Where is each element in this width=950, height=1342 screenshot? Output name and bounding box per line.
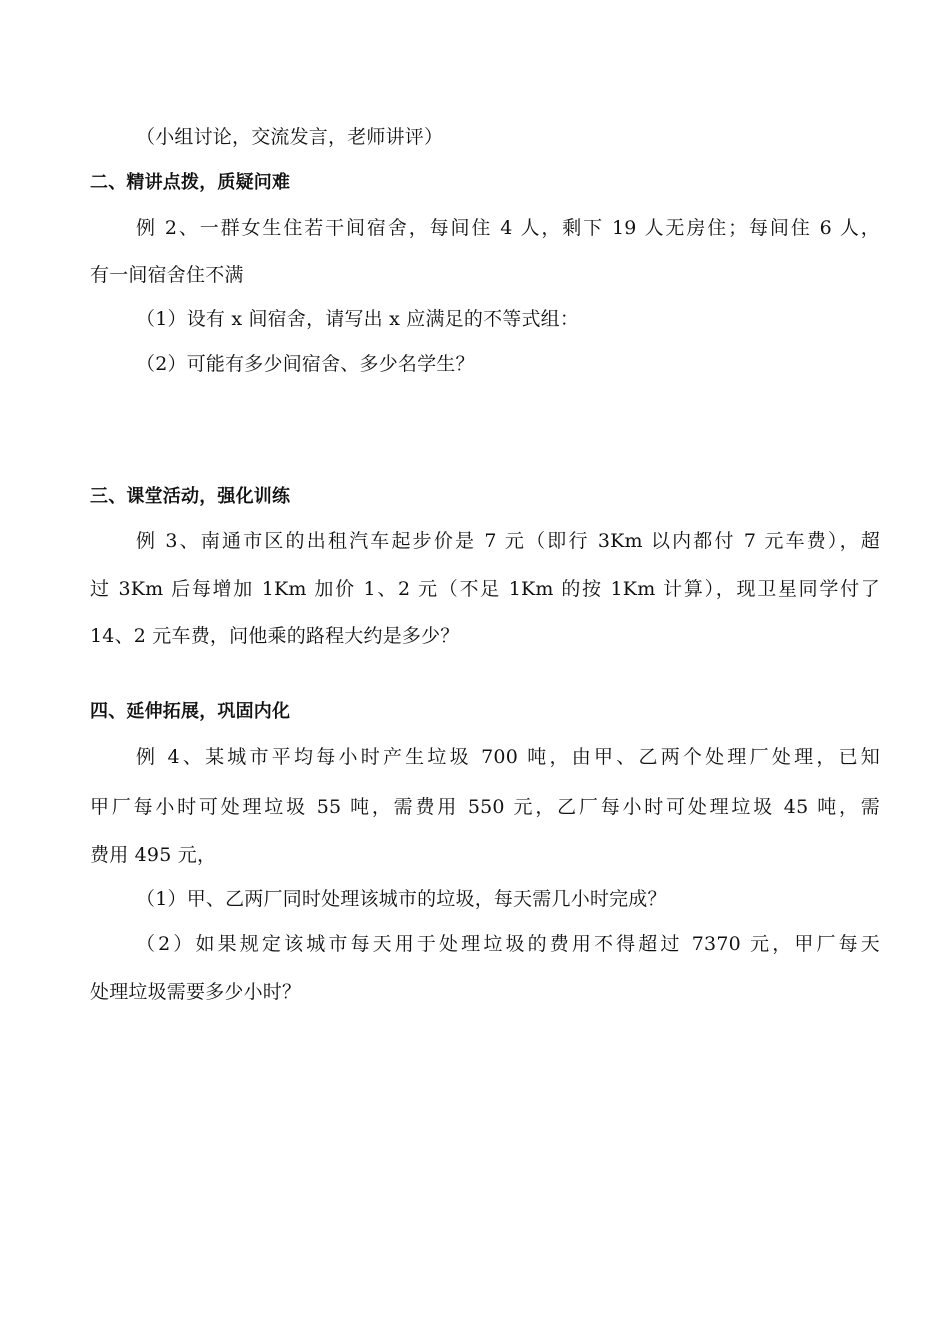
section4-heading: 四、延伸拓展，巩固内化 <box>90 701 291 722</box>
example4-question1: （1）甲、乙两厂同时处理该城市的垃圾，每天需几小时完成？ <box>136 888 667 910</box>
example2-question1: （1）设有 x 间宿舍，请写出 x 应满足的不等式组： <box>136 308 580 330</box>
section2-heading: 二、精讲点拨，质疑问难 <box>90 172 291 193</box>
example3-line1: 例 3、南通市区的出租汽车起步价是 7 元（即行 3Km 以内都付 7 元车费），超 <box>136 530 880 552</box>
example3-line2: 过 3Km 后每增加 1Km 加价 1、2 元（不足 1Km 的按 1Km 计算），现卫星同学付了 <box>90 578 880 600</box>
example3-line3: 14、2 元车费，问他乘的路程大约是多少？ <box>90 625 460 647</box>
example4-question2-line1: （2）如果规定该城市每天用于处理垃圾的费用不得超过 7370 元，甲厂每天 <box>136 933 880 955</box>
example4-line2: 甲厂每小时可处理垃圾 55 吨，需费用 550 元，乙厂每小时可处理垃圾 45 吨，需 <box>90 796 880 818</box>
example2-line1: 例 2、一群女生住若干间宿舍，每间住 4 人，剩下 19 人无房住；每间住 6 人， <box>136 217 880 239</box>
example4-line1: 例 4、某城市平均每小时产生垃圾 700 吨，由甲、乙两个处理厂处理，已知 <box>136 746 880 768</box>
example2-question2: （2）可能有多少间宿舍、多少名学生？ <box>136 353 475 375</box>
example2-line2: 有一间宿舍住不满 <box>90 264 244 286</box>
example4-question2-line2: 处理垃圾需要多少小时？ <box>90 981 302 1003</box>
intro-note: （小组讨论，交流发言，老师讲评） <box>136 126 444 148</box>
section3-heading: 三、课堂活动，强化训练 <box>90 486 291 507</box>
example4-line3: 费用 495 元， <box>90 844 217 866</box>
